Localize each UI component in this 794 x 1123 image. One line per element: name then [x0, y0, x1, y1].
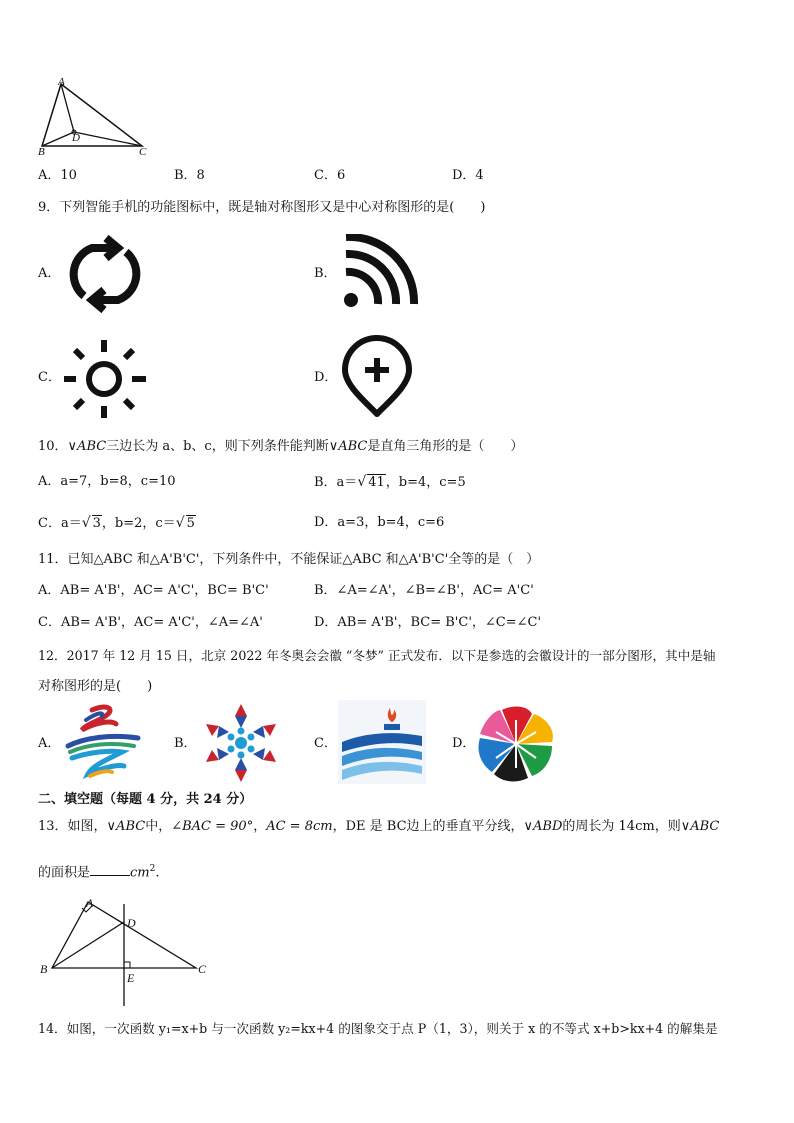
q8-option-c: C．6	[314, 168, 346, 183]
q13-unit-sup: 2	[149, 864, 156, 874]
q10-c-radicand-2: 5	[186, 516, 195, 531]
label-A: A	[86, 896, 94, 910]
q9-stem: 9．下列智能手机的功能图标中，既是轴对称图形又是中心对称图形的是( )	[38, 200, 486, 215]
q10-triangle-2: ∨ABC	[328, 439, 368, 454]
label-D: D	[127, 916, 136, 930]
q13-text-4: 的周长为 14cm，则	[562, 819, 681, 834]
radical-sign: √	[175, 515, 185, 531]
emblem-snowflake-image	[200, 702, 282, 784]
q13-answer-blank[interactable]	[90, 863, 130, 876]
triangle-figure-q13	[38, 896, 213, 1008]
q10-b-suffix: ，b=4，c=5	[385, 475, 466, 490]
label-E: E	[127, 971, 135, 985]
q10-b-radicand: 41	[368, 475, 385, 490]
q10-option-b	[314, 474, 466, 491]
sun-icon	[60, 336, 150, 422]
refresh-icon	[62, 234, 148, 314]
q13-ac: AC = 8cm	[266, 819, 333, 834]
q10-option-a: A．a=7，b=8，c=10	[38, 474, 176, 489]
q11-stem: 11．已知△ABC 和△A'B'C'，下列条件中，不能保证△ABC 和△A'B'C'全等的是（ ）	[38, 552, 540, 567]
q14-stem: 14．如图，一次函数 y₁=x+b 与一次函数 y₂=kx+4 的图象交于点 P（1，3），则关于 x 的不等式 x+b>kx+4 的解集是	[38, 1021, 718, 1036]
q9-option-c-label: C．	[38, 370, 61, 385]
q10-stem	[38, 439, 523, 455]
q10-c-mid: ，b=2，c＝	[101, 516, 176, 531]
wifi-signal-icon	[340, 234, 420, 310]
radical-sign: √	[357, 474, 367, 490]
q8-option-d: D．4	[452, 168, 484, 183]
emblem-flower-image	[474, 702, 558, 786]
q10-stem-mid: 三边长为 a、b、c，则下列条件能判断	[106, 439, 329, 454]
q12-option-d-label: D．	[452, 736, 476, 751]
map-pin-add-icon	[340, 334, 414, 420]
q13-text-3: ，DE 是 BC边上的垂直平分线，	[332, 819, 524, 834]
q10-stem-post: 是直角三角形的是（ ）	[367, 439, 524, 454]
label-D: D	[72, 132, 80, 144]
q8-option-a: A．10	[38, 168, 77, 183]
q13-line2-prefix: 的面积是	[38, 865, 91, 881]
section-2-heading: 二、填空题（每题 4 分，共 24 分）	[38, 792, 253, 807]
q9-option-a-label: A．	[38, 266, 61, 281]
q13-number: 13．如图，	[38, 819, 107, 834]
label-B: B	[38, 146, 45, 158]
q13-angle: ∠BAC = 90°	[171, 819, 254, 834]
q11-option-a: A．AB= A'B'，AC= A'C'，BC= B'C'	[38, 583, 269, 598]
q9-option-d-label: D．	[314, 370, 338, 385]
q12-option-b-label: B．	[174, 736, 197, 751]
q10-number: 10．	[38, 439, 68, 454]
q10-triangle: ∨ABC	[67, 439, 107, 454]
q12-option-c-label: C．	[314, 736, 337, 751]
q13-line2-suffix: .	[155, 865, 160, 881]
q12-stem-line1: 12．2017 年 12 月 15 日，北京 2022 年冬奥会会徽 “冬梦” 正式发布．以下是参选的会徽设计的一部分图形，其中是轴	[38, 648, 716, 663]
q13-triangle-3: ∨ABC	[680, 819, 720, 834]
q8-option-b: B．8	[174, 168, 205, 183]
q10-c-radicand-1: 3	[92, 516, 101, 531]
label-A: A	[58, 76, 65, 88]
emblem-ribbon-image	[62, 702, 146, 784]
triangle-figure-q8	[34, 76, 154, 160]
q13-line2	[38, 861, 160, 881]
q12-option-a-label: A．	[38, 736, 61, 751]
radical-sign: √	[81, 515, 91, 531]
q9-option-b-label: B．	[314, 266, 337, 281]
q11-option-c: C．AB= A'B'，AC= A'C'，∠A=∠A'	[38, 615, 263, 630]
emblem-great-wall-image	[338, 700, 426, 784]
label-B: B	[40, 962, 48, 976]
q10-c-prefix: C．a＝	[38, 516, 82, 531]
q11-option-d: D．AB= A'B'，BC= B'C'，∠C=∠C'	[314, 615, 542, 630]
q11-option-b: B．∠A=∠A'，∠B=∠B'，AC= A'C'	[314, 583, 534, 598]
q13-unit: cm	[130, 865, 150, 881]
q12-stem-line2: 对称图形的是( )	[38, 679, 153, 694]
q13-text-1: 中，	[145, 819, 172, 834]
q10-b-prefix: B．a＝	[314, 475, 358, 490]
q13-triangle-2: ∨ABD	[523, 819, 563, 834]
q10-option-d: D．a=3，b=4，c=6	[314, 515, 445, 530]
q13-triangle: ∨ABC	[106, 819, 146, 834]
q10-option-c	[38, 515, 196, 532]
q13-stem	[38, 819, 719, 835]
q13-text-2: ，	[253, 819, 267, 834]
label-C: C	[139, 146, 147, 158]
label-C: C	[198, 962, 207, 976]
